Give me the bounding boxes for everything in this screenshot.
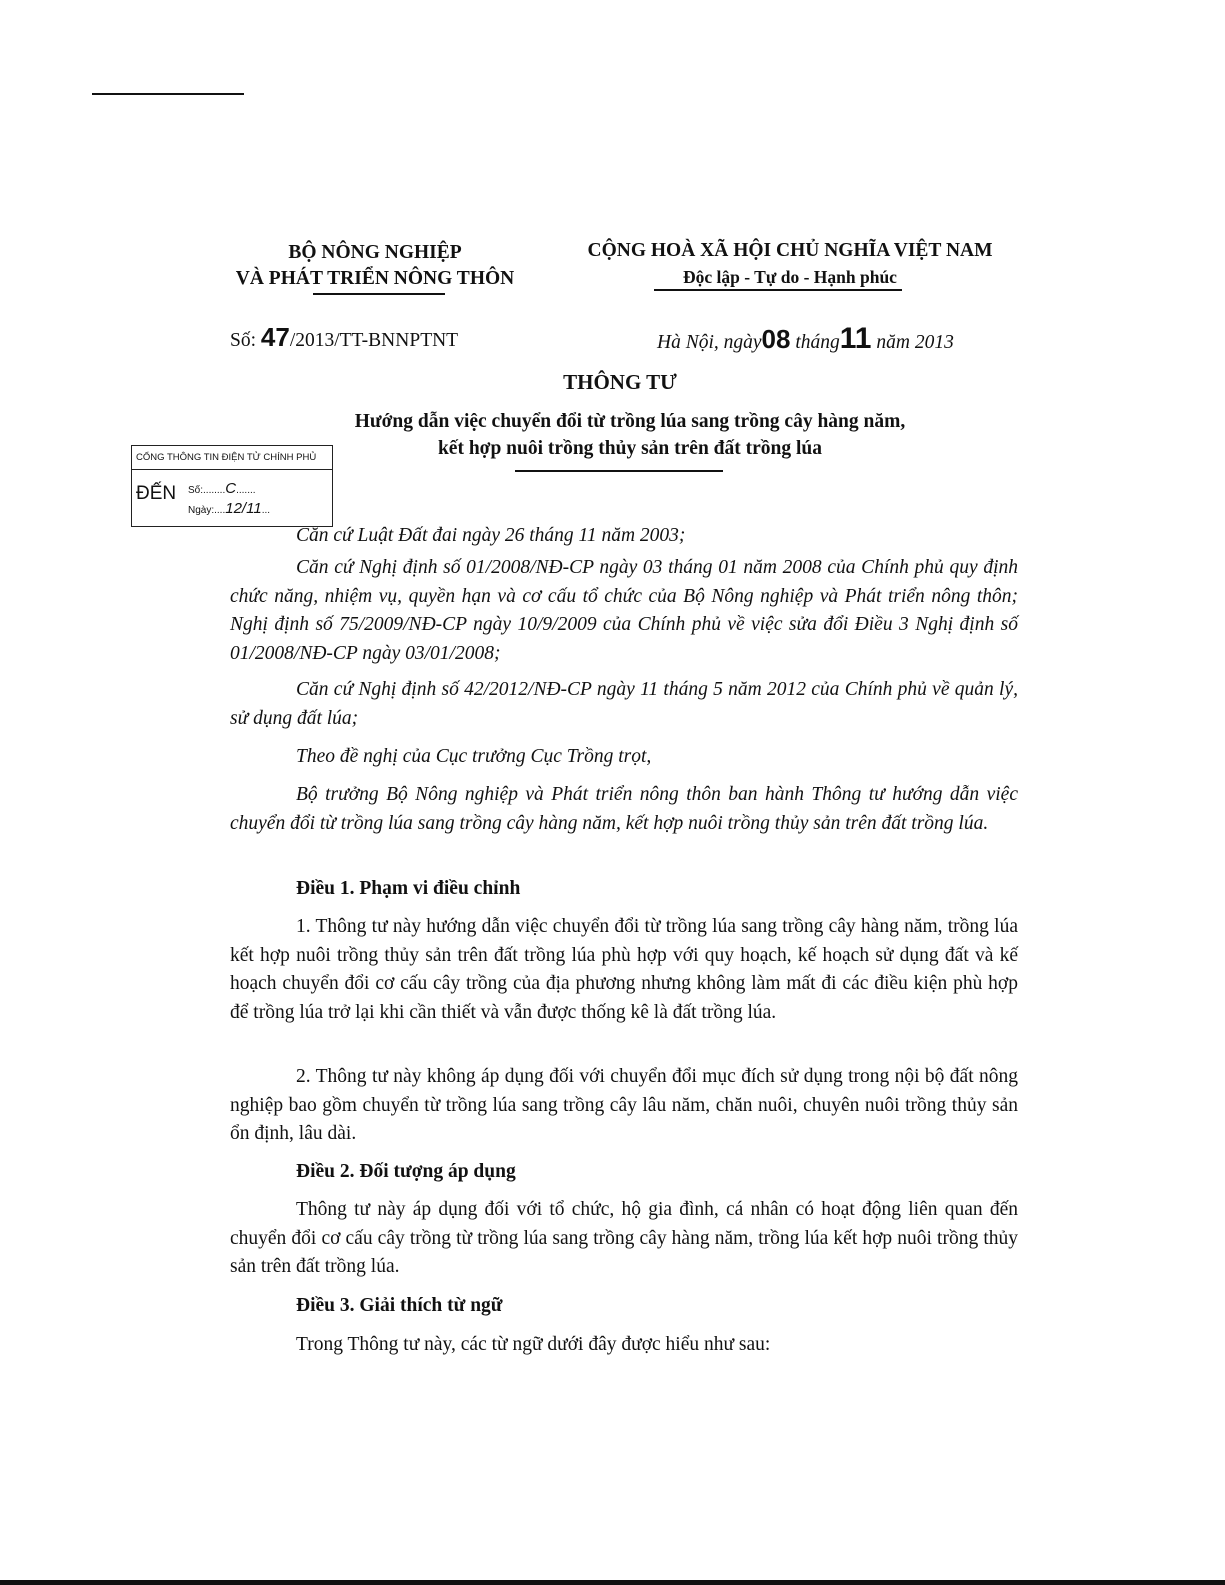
preamble-paragraph: Bộ trưởng Bộ Nông nghiệp và Phát triển nông thôn ban hành Thông tư hướng dẫn việc chuyển đổi từ trồng lúa sang trồng cây hàng năm, kết hợp nuôi trồng thủy sản trên đất trồng lúa. [230, 784, 1018, 834]
year: năm 2013 [876, 332, 954, 353]
date-prefix: Hà Nội, ngày [657, 332, 762, 353]
number-suffix: /2013/TT-BNNPTNT [289, 330, 459, 351]
number-value: 47 [260, 322, 290, 352]
document-subtitle [280, 408, 980, 462]
republic-name: CỘNG HOÀ XÃ HỘI CHỦ NGHĨA VIỆT NAM [587, 240, 993, 261]
number-label: Số: [230, 330, 257, 351]
stamp-ngay-label: Ngày: [188, 505, 215, 516]
article-paragraph: Trong Thông tư này, các từ ngữ dưới đây được hiểu như sau: [296, 1334, 771, 1355]
stamp-ngay-value: 12/11 [225, 500, 262, 517]
article-heading: Điều 3. Giải thích từ ngữ [296, 1295, 503, 1316]
ministry-line2: VÀ PHÁT TRIỂN NÔNG THÔN [235, 268, 515, 289]
received-stamp [131, 445, 333, 527]
stamp-date: Ngày:....12/11... [188, 500, 271, 517]
stamp-org: CỔNG THÔNG TIN ĐIỆN TỬ CHÍNH PHỦ [132, 446, 332, 470]
article-heading: Điều 1. Phạm vi điều chỉnh [296, 878, 521, 899]
month-label: tháng [795, 332, 840, 353]
scan-edge [0, 1580, 1225, 1585]
article-paragraph: 1. Thông tư này hướng dẫn việc chuyển đổi từ trồng lúa sang trồng cây hàng năm, trồng lúa kết hợp nuôi trồng thủy sản trên đất trồng lúa phù hợp với quy hoạch, kế hoạch sử dụng đất và kế hoạch chuyển đổi cơ cấu cây trồng của địa phương nhưng không làm mất đi các điều kiện phù hợp để trồng lúa trở lại khi cần thiết và vẫn được thống kê là đất trồng lúa. [230, 916, 1018, 1023]
preamble-paragraph: Căn cứ Nghị định số 01/2008/NĐ-CP ngày 03 tháng 01 năm 2008 của Chính phủ quy định chức năng, nhiệm vụ, quyền hạn và cơ cấu tổ chức của Bộ Nông nghiệp và Phát triển nông thôn; Nghị định số 75/2009/NĐ-CP ngày 10/9/2009 của Chính phủ về việc sửa đổi Điều 3 Nghị định số 01/2008/NĐ-CP ngày 03/01/2008; [230, 557, 1018, 664]
stamp-label: ĐẾN [136, 483, 177, 504]
republic-header [555, 238, 1025, 290]
stamp-so-value: C [225, 480, 237, 497]
preamble-paragraph: Căn cứ Nghị định số 42/2012/NĐ-CP ngày 11 tháng 5 năm 2012 của Chính phủ về quản lý, sử dụng đất lúa; [230, 679, 1018, 729]
ministry-name [200, 240, 550, 292]
document-type: THÔNG TƯ [563, 370, 677, 394]
stamp-so-label: Số: [188, 485, 204, 496]
article-paragraph: 2. Thông tư này không áp dụng đối với chuyển đổi mục đích sử dụng trong nội bộ đất nông nghiệp bao gồm chuyển từ trồng lúa sang trồng cây lâu năm, chăn nuôi, chuyên nuôi trồng thủy sản ổn định, lâu dài. [230, 1066, 1018, 1145]
issue-date [657, 322, 954, 356]
preamble-paragraph: Theo đề nghị của Cục trưởng Cục Trồng trọt, [296, 746, 652, 767]
subtitle-line2: kết hợp nuôi trồng thủy sản trên đất trồng lúa [437, 438, 823, 459]
month: 11 [839, 322, 872, 355]
preamble-paragraph: Căn cứ Luật Đất đai ngày 26 tháng 11 năm 2003; [296, 525, 686, 546]
stamp-number: Số:........C....... [188, 480, 256, 497]
divider [654, 289, 902, 291]
scan-mark-line [92, 93, 244, 95]
divider [313, 293, 445, 295]
divider [515, 470, 723, 472]
document-number [230, 322, 458, 353]
day: 08 [761, 324, 791, 354]
motto: Độc lập - Tự do - Hạnh phúc [683, 267, 897, 287]
ministry-line1: BỘ NÔNG NGHIỆP [288, 242, 462, 263]
article-heading: Điều 2. Đối tượng áp dụng [296, 1161, 516, 1182]
article-paragraph: Thông tư này áp dụng đối với tổ chức, hộ gia đình, cá nhân có hoạt động liên quan đến chuyển đổi cơ cấu cây trồng từ trồng lúa sang trồng cây hàng năm, trồng lúa kết hợp nuôi trồng thủy sản trên đất trồng lúa. [230, 1199, 1018, 1278]
subtitle-line1: Hướng dẫn việc chuyển đổi từ trồng lúa sang trồng cây hàng năm, [354, 411, 906, 432]
